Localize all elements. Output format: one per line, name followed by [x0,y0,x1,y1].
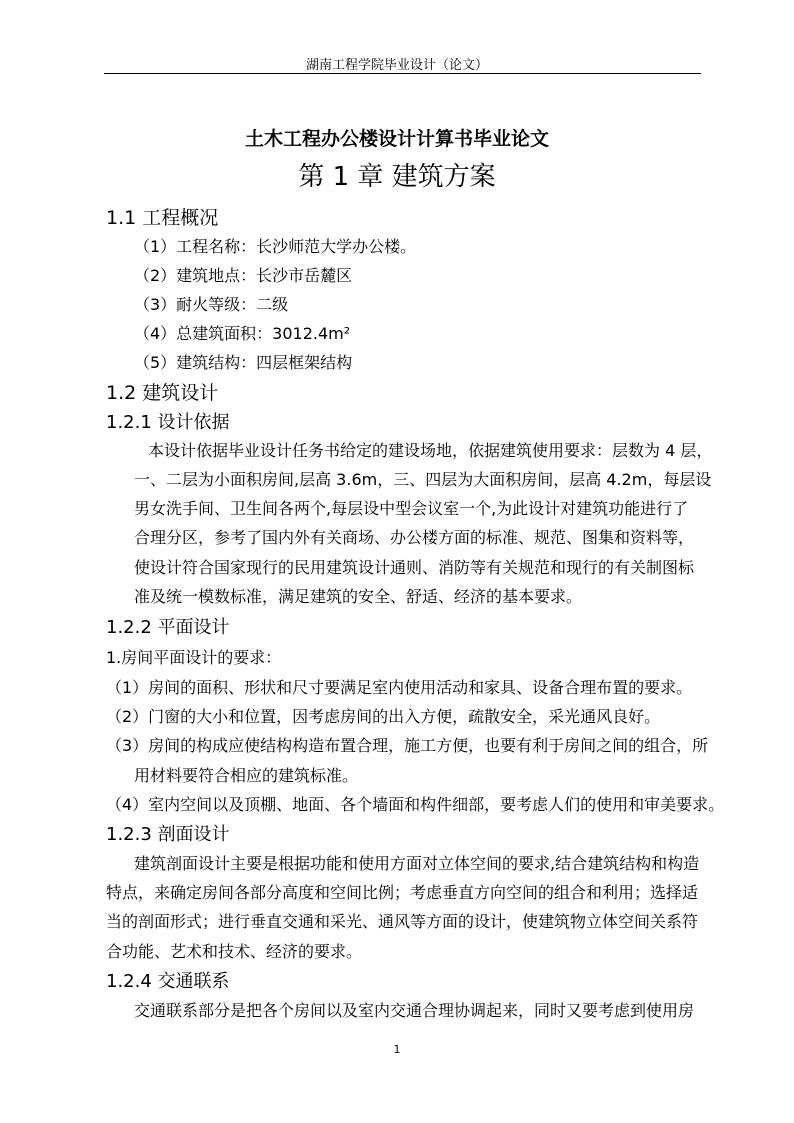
section-heading-1-2-4: 1.2.4 交通联系 [106,971,230,992]
section-heading-1-2: 1.2 建筑设计 [106,382,219,404]
page-number: 1 [393,1043,401,1056]
section-heading-1-2-3: 1.2.3 剖面设计 [106,824,230,845]
section-heading-1-1: 1.1 工程概况 [106,207,219,229]
paragraph-line: 本设计依据毕业设计任务书给定的建设场地，依据建筑使用要求：层数为 4 层， [148,441,713,460]
paragraph-line: （1）房间的面积、形状和尺寸要满足室内使用活动和家具、设备合理布置的要求。 [106,678,693,697]
section-heading-1-2-1: 1.2.1 设计依据 [106,412,230,433]
paragraph-line: 使设计符合国家现行的民用建筑设计通则、消防等有关规范和现行的有关制图标 [134,558,695,577]
project-item: （2）建筑地点：长沙市岳麓区 [134,266,353,285]
paragraph-line: 用材料要符合相应的建筑标准。 [134,766,359,785]
paragraph-line: （2）门窗的大小和位置，因考虑房间的出入方便，疏散安全，采光通风良好。 [106,707,661,726]
paragraph-line: 男女洗手间、卫生间各两个,每层设中型会议室一个,为此设计对建筑功能进行了 [134,499,689,518]
paragraph-line: 建筑剖面设计主要是根据功能和使用方面对立体空间的要求,结合建筑结构和构造 [134,854,700,873]
paragraph-line: 当的剖面形式；进行垂直交通和采光、通风等方面的设计，使建筑物立体空间关系符 [106,912,699,931]
project-item: （5）建筑结构：四层框架结构 [134,353,353,372]
project-item: （4）总建筑面积：3012.4m² [134,324,351,343]
project-item: （3）耐火等级：二级 [134,295,289,314]
section-heading-1-2-2: 1.2.2 平面设计 [106,617,230,638]
paragraph-line: 1.房间平面设计的要求： [106,648,282,667]
paragraph-line: 交通联系部分是把各个房间以及室内交通合理协调起来，同时又要考虑到使用房 [134,1001,695,1020]
document-title: 土木工程办公楼设计计算书毕业论文 [244,128,549,150]
header-rule [104,73,701,74]
paragraph-line: 特点，来确定房间各部分高度和空间比例；考虑垂直方向空间的组合和利用；选择适 [106,883,699,902]
chapter-title: 第 1 章 建筑方案 [298,162,496,192]
paragraph-line: 合理分区，参考了国内外有关商场、办公楼方面的标准、规范、图集和资料等， [134,528,695,547]
paragraph-line: 一、二层为小面积房间,层高 3.6m，三、四层为大面积房间，层高 4.2m，每层设 [134,470,712,489]
paragraph-line: 准及统一模数标准，满足建筑的安全、舒适、经济的基本要求。 [134,587,583,606]
paragraph-line: （4）室内空间以及顶棚、地面、各个墙面和构件细部，要考虑人们的使用和审美要求。 [106,795,725,814]
paragraph-line: 合功能、艺术和技术、经济的要求。 [106,942,363,961]
paragraph-line: （3）房间的构成应使结构构造布置合理，施工方便，也要有利于房间之间的组合，所 [106,736,709,755]
running-header: 湖南工程学院毕业设计（论文） [305,58,488,73]
project-item: （1）工程名称：长沙师范大学办公楼。 [134,237,417,256]
